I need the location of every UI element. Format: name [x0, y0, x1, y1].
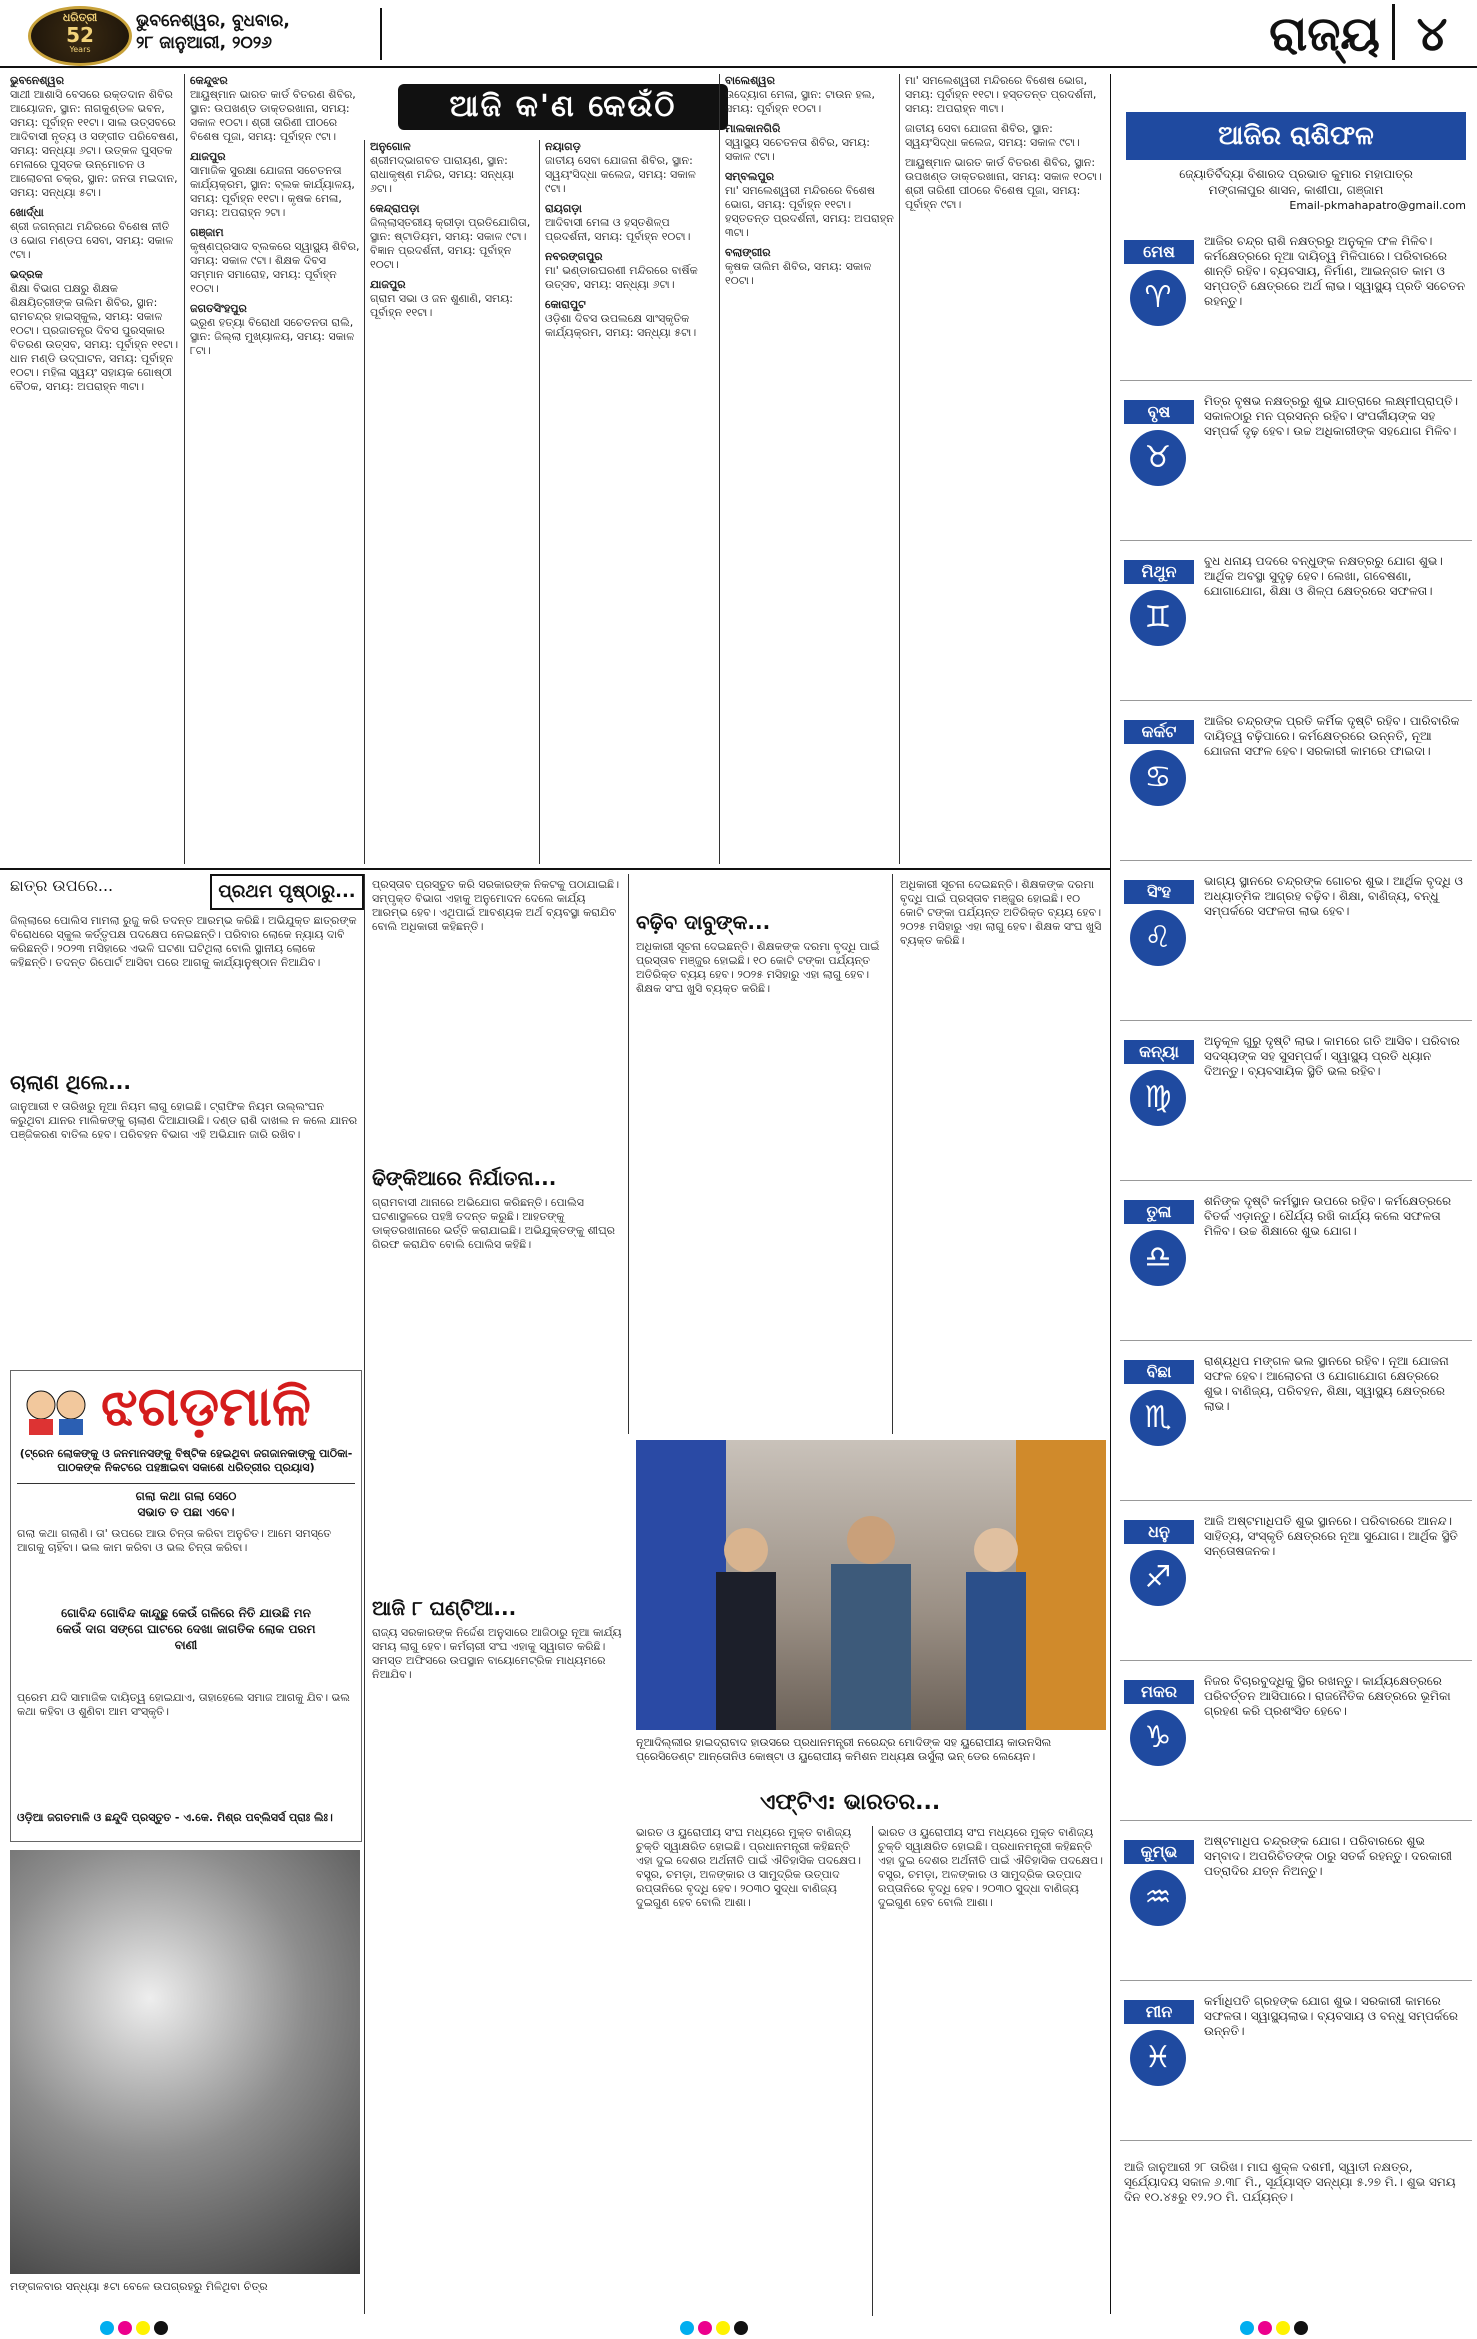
- zodiac-icon: ♐: [1130, 1550, 1186, 1606]
- rashi-entry: [1120, 386, 1472, 541]
- rashi-name: ବିଛା: [1124, 1360, 1194, 1384]
- events-column-3: [370, 140, 535, 864]
- column-divider: [184, 74, 185, 864]
- event-text: ଶିକ୍ଷା ବିଭାଗ ପକ୍ଷରୁ ଶିକ୍ଷକ ଶିକ୍ଷୟିତ୍ରୀଙ୍କ ତାଲିମ ଶିବିର, ସ୍ଥାନ: ରାମଚନ୍ଦ୍ର ହାଇସ୍କୁଲ, ସମୟ: ସକାଳ ୧୦ଟା। ପ୍ରଜାତନ୍ତ୍ର ଦିବସ ପୁରସ୍କାର ବିତରଣ ଉତ୍ସବ, ସମୟ: ପୂର୍ବାହ୍ନ ୧୧ଟା। ଧାନ ମଣ୍ଡି ଉଦ୍‌ଘାଟନ, ସମୟ: ପୂର୍ବାହ୍ନ ୧୦ଟା। ମହିଳା ସ୍ୱୟଂ ସହାୟକ ଗୋଷ୍ଠୀ ବୈଠକ, ସମୟ: ଅପରାହ୍ନ ୩ଟା।: [10, 282, 179, 393]
- zodiac-icon: ♌: [1130, 910, 1186, 966]
- jhagadamali-line-1: ଗଲା କଥା ଗଲା ସେଠେ: [135, 1489, 237, 1503]
- rashi-entry: [1120, 1986, 1472, 2141]
- rashi-text: ଆଜିର ଚନ୍ଦ୍ର ରାଶି ନକ୍ଷତ୍ରରୁ ଅନୁକୂଳ ଫଳ ମିଳିବ। କର୍ମକ୍ଷେତ୍ରରେ ନୂଆ ଦାୟିତ୍ୱ ମିଳିପାରେ। ପରିବାରରେ ଶାନ୍ତି ରହିବ। ବ୍ୟବସାୟ, ନିର୍ମାଣ, ଆଇନ୍‌ଗତ କାମ ଓ ସମ୍ପତ୍ତି କ୍ଷେତ୍ରରେ ଅର୍ଥ ଲାଭ। ସ୍ୱାସ୍ଥ୍ୟ ପ୍ରତି ସଚେତନ ରହନ୍ତୁ।: [1204, 234, 1466, 308]
- event-text: ଜାତୀୟ ସେବା ଯୋଜନା ଶିବିର, ସ୍ଥାନ: ସ୍ୱୟଂସିଦ୍ଧା କଲେଜ, ସମୟ: ସକାଳ ୯ଟା।: [905, 122, 1080, 149]
- event-text: ଓଡ଼ିଶା ଦିବସ ଉପଲକ୍ଷେ ସାଂସ୍କୃତିକ କାର୍ଯ୍ୟକ୍ରମ, ସମୟ: ସନ୍ଧ୍ୟା ୫ଟା।: [545, 312, 697, 339]
- zodiac-icon: ♍: [1130, 1070, 1186, 1126]
- front-page-label: ପ୍ରଥମ ପୃଷ୍ଠାରୁ...: [210, 874, 364, 910]
- event-text: କୃଷକ ତାଲିମ ଶିବିର, ସମୟ: ସକାଳ ୧୦ଟା।: [725, 260, 872, 287]
- rashi-text: ମିତ୍ର ବୃଷଭ ନକ୍ଷତ୍ରରୁ ଶୁଭ ଯାତ୍ରାରେ ଲକ୍ଷ୍ମୀପ୍ରାପ୍ତି। ସକାଳଠାରୁ ମନ ପ୍ରସନ୍ନ ରହିବ। ସଂପର୍କୀୟଙ୍କ ସହ ସମ୍ପର୍କ ଦୃଢ଼ ହେବ। ଉଚ୍ଚ ଅଧିକାରୀଙ୍କ ସହଯୋଗ ମିଳିବ।: [1204, 394, 1459, 438]
- section-divider: [1392, 4, 1395, 60]
- event-text: ଆଦିବାସୀ ମେଳା ଓ ହସ୍ତଶିଳ୍ପ ପ୍ରଦର୍ଶନୀ, ସମୟ: ପୂର୍ବାହ୍ନ ୧୦ଟା।: [545, 216, 691, 243]
- story-body-fta: ଭାରତ ଓ ୟୁରୋପୀୟ ସଂଘ ମଧ୍ୟରେ ମୁକ୍ତ ବାଣିଜ୍ୟ ଚୁକ୍ତି ସ୍ୱାକ୍ଷରିତ ହୋଇଛି। ପ୍ରଧାନମନ୍ତ୍ରୀ କହିଛନ୍ତି ଏହା ଦୁଇ ଦେଶର ଅର୍ଥନୀତି ପାଇଁ ଐତିହାସିକ ପଦକ୍ଷେପ। ବସ୍ତ୍ର, ଚମଡ଼ା, ଅଳଙ୍କାର ଓ ସାମୁଦ୍ରିକ ଉତ୍ପାଦ ରପ୍ତାନିରେ ବୃଦ୍ଧି ହେବ। ୨୦୩୦ ସୁଦ୍ଧା ବାଣିଜ୍ୟ ଦୁଇଗୁଣ ହେବ ବୋଲି ଆଶା।: [636, 1826, 862, 1909]
- rashi-text: କର୍ମାଧିପତି ଗ୍ରହଙ୍କ ଯୋଗ ଶୁଭ। ସରକାରୀ କାମରେ ସଫଳତା। ସ୍ୱାସ୍ଥ୍ୟଲାଭ। ବ୍ୟବସାୟ ଓ ବନ୍ଧୁ ସମ୍ପର୍କରେ ଉନ୍ନତି।: [1204, 1994, 1459, 2038]
- rashifal-list: [1120, 226, 1472, 2086]
- rashifal-header: ଆଜିର ରାଶିଫଳ: [1126, 112, 1466, 160]
- event-text: ଜାତୀୟ ସେବା ଯୋଜନା ଶିବିର, ସ୍ଥାନ: ସ୍ୱୟଂସିଦ୍ଧା କଲେଜ, ସମୟ: ସକାଳ ୯ଟା।: [545, 154, 696, 195]
- event-block: [10, 268, 180, 394]
- rashi-text: ଶନିଙ୍କ ଦୃଷ୍ଟି କର୍ମସ୍ଥାନ ଉପରେ ରହିବ। କର୍ମକ୍ଷେତ୍ରରେ ବିତର୍କ ଏଡ଼ାନ୍ତୁ। ଧୈର୍ଯ୍ୟ ରଖି କାର୍ଯ୍ୟ କଲେ ସଫଳତା ମିଳିବ। ଉଚ୍ଚ ଶିକ୍ଷାରେ ଶୁଭ ଯୋଗ।: [1204, 1194, 1452, 1238]
- event-place: ମାଲକାନଗିରି: [725, 122, 781, 135]
- zodiac-icon: ♉: [1130, 430, 1186, 486]
- column-divider: [628, 874, 629, 1434]
- event-text: ଶ୍ରୀମଦ୍ଭାଗବତ ପାରାୟଣ, ସ୍ଥାନ: ରାଧାକୃଷ୍ଣ ମନ୍ଦିର, ସମୟ: ସନ୍ଧ୍ୟା ୬ଟା।: [370, 154, 515, 195]
- rashi-name: ମିଥୁନ: [1124, 560, 1194, 584]
- logo-text: ଧରିତ୍ରୀ: [62, 11, 98, 24]
- rashi-name: ଧନୁ: [1124, 1520, 1194, 1544]
- event-text: ଆୟୁଷ୍ମାନ ଭାରତ କାର୍ଡ ବିତରଣ ଶିବିର, ସ୍ଥାନ: ଉପଖଣ୍ଡ ଡାକ୍ତରଖାନା, ସମୟ: ସକାଳ ୧୦ଟା। ଶ୍ରୀ ତାରିଣୀ ପୀଠରେ ବିଶେଷ ପୂଜା, ସମୟ: ପୂର୍ବାହ୍ନ ୯ଟା।: [905, 156, 1102, 211]
- section-title: ରାଜ୍ୟ: [1269, 6, 1380, 62]
- story-body-student: ଜିଲ୍ଲାରେ ପୋଲିସ ମାମଲା ରୁଜୁ କରି ତଦନ୍ତ ଆରମ୍ଭ କରିଛି। ଅଭିଯୁକ୍ତ ଛାତ୍ରଙ୍କ ବିରୋଧରେ ସ୍କୁଲ କର୍ତ୍ତୃପକ୍ଷ ପଦକ୍ଷେପ ନେଇଛନ୍ତି। ପରିବାର ଲୋକେ ନ୍ୟାୟ ଦାବି କରିଛନ୍ତି। ୨୦୨୩ ମସିହାରେ ଏଭଳି ଘଟଣା ଘଟିଥିଲା ବୋଲି ସ୍ଥାନୀୟ ଲୋକେ କହିଛନ୍ତି। ତଦନ୍ତ ରିପୋର୍ଟ ଆସିବା ପରେ ଆଗକୁ କାର୍ଯ୍ୟାନୁଷ୍ଠାନ ନିଆଯିବ।: [10, 914, 357, 969]
- event-text: ସାମାଜିକ ସୁରକ୍ଷା ଯୋଜନା ସଚେତନତା କାର୍ଯ୍ୟକ୍ରମ, ସ୍ଥାନ: ବ୍ଲକ କାର୍ଯ୍ୟାଳୟ, ସମୟ: ପୂର୍ବାହ୍ନ ୧୧ଟା। କୃଷକ ମେଳା, ସମୟ: ଅପରାହ୍ନ ୨ଟା।: [190, 164, 355, 219]
- rashi-name: କର୍କଟ: [1124, 720, 1194, 744]
- story-title-student: ଛାତ୍ର ଉପରେ...: [10, 876, 114, 895]
- event-text: ଜିଲ୍ଲାସ୍ତରୀୟ କ୍ରୀଡ଼ା ପ୍ରତିଯୋଗିତା, ସ୍ଥାନ: ଷ୍ଟାଡିୟମ, ସମୟ: ସକାଳ ୯ଟା। ବିଜ୍ଞାନ ପ୍ରଦର୍ଶନୀ, ସମୟ: ପୂର୍ବାହ୍ନ ୧୦ଟା।: [370, 216, 531, 271]
- logo-years-number: 52: [66, 23, 94, 47]
- event-block: [545, 298, 715, 340]
- event-text: ଉଦ୍ୟୋଗ ମେଳା, ସ୍ଥାନ: ଟାଉନ ହଲ, ସମୟ: ପୂର୍ବାହ୍ନ ୧୦ଟା।: [725, 88, 875, 115]
- event-block: [10, 206, 180, 262]
- weather-caption: ମଙ୍ଗଳବାର ସନ୍ଧ୍ୟା ୫ଟା ବେଳେ ଉପଗ୍ରହରୁ ମିଳିଥିବା ଚିତ୍ର: [10, 2280, 268, 2293]
- rashi-name: ତୁଳା: [1124, 1200, 1194, 1224]
- jhagadamali-title: ଝଗଡ଼ମାଳି: [101, 1375, 311, 1438]
- event-block: [370, 140, 535, 196]
- event-place: ଯାଜପୁର: [190, 150, 226, 163]
- event-place: ଭୁବନେଶ୍ୱର: [10, 74, 65, 87]
- zodiac-icon: ♊: [1130, 590, 1186, 646]
- registration-marks-right: [1240, 2320, 1312, 2339]
- column-divider: [872, 1826, 873, 2316]
- zodiac-icon: ♈: [1130, 270, 1186, 326]
- rashi-entry: [1120, 226, 1472, 381]
- column-divider: [719, 74, 720, 864]
- rashi-name: ବୃଷ: [1124, 400, 1194, 424]
- news-photo: [636, 1440, 1106, 1730]
- story-title-challan: ଚାଲାଣ ଥିଲେ...: [10, 1070, 131, 1094]
- column-divider: [1110, 74, 1111, 2314]
- event-block: [725, 170, 895, 240]
- jhagadamali-credit: ଓଡ଼ିଆ ଜଗତମାଳି ଓ ଛନ୍ଦୁଦି ପ୍ରସ୍ତୁତ - ଏ.କେ. ମିଶ୍ର ପବ୍ଲିସର୍ସ ପ୍ରାଃ ଲିଃ।: [17, 1811, 333, 1824]
- story-body-today: ରାଜ୍ୟ ସରକାରଙ୍କ ନିର୍ଦ୍ଦେଶ ଅନୁସାରେ ଆଜିଠାରୁ ନୂଆ କାର୍ଯ୍ୟ ସମୟ ଲାଗୁ ହେବ। କର୍ମଚାରୀ ସଂଘ ଏହାକୁ ସ୍ୱାଗତ କରିଛି। ସମସ୍ତ ଅଫିସରେ ଉପସ୍ଥାନ ବାୟୋମେଟ୍ରିକ ମାଧ୍ୟମରେ ନିଆଯିବ।: [372, 1626, 622, 1681]
- rashi-text: ଅଷ୍ଟମାଧିପ ଚନ୍ଦ୍ରଙ୍କ ଯୋଗ। ପରିବାରରେ ଶୁଭ ସମ୍ବାଦ। ଅପରିଚିତଙ୍କ ଠାରୁ ସତର୍କ ରହନ୍ତୁ। ଦରକାରୀ ପତ୍ରାଦିର ଯତ୍ନ ନିଅନ୍ତୁ।: [1204, 1834, 1452, 1878]
- rashi-name: ମେଷ: [1124, 240, 1194, 264]
- event-block: [190, 302, 360, 358]
- zodiac-icon: ♑: [1130, 1710, 1186, 1766]
- event-place: ରାୟଗଡ଼ା: [545, 202, 582, 215]
- event-block: [190, 226, 360, 296]
- cartoon-icon: [21, 1381, 91, 1437]
- zodiac-icon: ♋: [1130, 750, 1186, 806]
- rashi-entry: [1120, 1826, 1472, 1981]
- rashi-name: କୁମ୍ଭ: [1124, 1840, 1194, 1864]
- event-text: ସ୍ୱାସ୍ଥ୍ୟ ସଚେତନତା ଶିବିର, ସମୟ: ସକାଳ ୯ଟା।: [725, 136, 870, 163]
- logo-years-label: Years: [69, 45, 91, 54]
- jhagadamali-body: ଗଲା କଥା ଗଲାଣି। ତା' ଉପରେ ଆଉ ଚିନ୍ତା କରିବା ଅନୁଚିତ। ଆମେ ସମସ୍ତେ ଆଗକୁ ଚାହିଁବା। ଭଲ କାମ କରିବା ଓ ଭଲ ଚିନ୍ତା କରିବା।: [17, 1527, 332, 1554]
- rashi-text: ଆଜି ଅଷ୍ଟମାଧିପତି ଶୁଭ ସ୍ଥାନରେ। ପରିବାରରେ ଆନନ୍ଦ। ସାହିତ୍ୟ, ସଂସ୍କୃତି କ୍ଷେତ୍ରରେ ନୂଆ ସୁଯୋଗ। ଆର୍ଥିକ ସ୍ଥିତି ସନ୍ତୋଷଜନକ।: [1204, 1514, 1458, 1558]
- jhagadamali-rule: [17, 1483, 355, 1484]
- rashi-text: ଅନୁକୂଳ ଗୁରୁ ଦୃଷ୍ଟି ଲାଭ। କାମରେ ଗତି ଆସିବ। ପରିବାର ସଦସ୍ୟଙ୍କ ସହ ସୁସମ୍ପର୍କ। ସ୍ୱାସ୍ଥ୍ୟ ପ୍ରତି ଧ୍ୟାନ ଦିଅନ୍ତୁ। ବ୍ୟବସାୟିକ ସ୍ଥିତି ଭଲ ରହିବ।: [1204, 1034, 1460, 1078]
- rashi-entry: [1120, 1506, 1472, 1661]
- rashi-text: ବୁଧ ଧନାୟ ପଦରେ ବନ୍ଧୁଙ୍କ ନକ୍ଷତ୍ରରୁ ଯୋଗ ଶୁଭ। ଆର୍ଥିକ ଅବସ୍ଥା ସୁଦୃଢ଼ ହେବ। ଲେଖା, ଗବେଷଣା, ଯୋଗାଯୋଗ, ଶିକ୍ଷା ଓ ଶିଳ୍ପ କ୍ଷେତ୍ରରେ ସଫଳତା।: [1204, 554, 1443, 598]
- event-text: ମା' ଭଣ୍ଡାରଘରଣୀ ମନ୍ଦିରରେ ବାର୍ଷିକ ଉତ୍ସବ, ସମୟ: ସନ୍ଧ୍ୟା ୬ଟା।: [545, 264, 698, 291]
- story-title-dhinka: ଢିଙ୍କିଆରେ ନିର୍ଯାତନା...: [372, 1166, 557, 1190]
- story-body-front: ପ୍ରସ୍ତାବ ପ୍ରସ୍ତୁତ କରି ସରକାରଙ୍କ ନିକଟକୁ ପଠାଯାଇଛି। ସମ୍ପୃକ୍ତ ବିଭାଗ ଏହାକୁ ଅନୁମୋଦନ ଦେଲେ କାର୍ଯ୍ୟ ଆରମ୍ଭ ହେବ। ଏଥିପାଇଁ ଆବଶ୍ୟକ ଅର୍ଥ ବ୍ୟବସ୍ଥା କରାଯିବ ବୋଲି ଅଧିକାରୀ କହିଛନ୍ତି।: [372, 878, 620, 933]
- event-text: ଶ୍ରୀ ଜଗନ୍ନାଥ ମନ୍ଦିରରେ ବିଶେଷ ନୀତି ଓ ଭୋଗ ମଣ୍ଡପ ସେବା, ସମୟ: ସକାଳ ୯ଟା।: [10, 220, 174, 261]
- event-place: କୋରାପୁଟ: [545, 298, 586, 311]
- events-column-4: [545, 140, 715, 864]
- rashi-name: କନ୍ୟା: [1124, 1040, 1194, 1064]
- dateline-place: ଭୁବନେଶ୍ୱର, ବୁଧବାର,: [136, 11, 290, 31]
- event-place: ଭଦ୍ରକ: [10, 268, 43, 281]
- event-place: ସମ୍ବଲପୁର: [725, 170, 775, 183]
- events-column-1: [10, 74, 180, 864]
- rashifal-byline: [1126, 166, 1466, 214]
- event-place: ବାଲେଶ୍ୱର: [725, 74, 775, 87]
- event-place: ଖୋର୍ଦ୍ଧା: [10, 206, 44, 219]
- rashi-text: ଭାଗ୍ୟ ସ୍ଥାନରେ ଚନ୍ଦ୍ରଙ୍କ ଗୋଚର ଶୁଭ। ଆର୍ଥିକ ବୃଦ୍ଧି ଓ ଅଧ୍ୟାତ୍ମିକ ଆଗ୍ରହ ବଢ଼ିବ। ଶିକ୍ଷା, ବାଣିଜ୍ୟ, ବନ୍ଧୁ ସମ୍ପର୍କରେ ସଫଳତା ଲାଭ ହେବ।: [1204, 874, 1463, 918]
- story-title-fta: ଏଫ୍‌ଟିଏ: ଭାରତର...: [760, 1790, 941, 1815]
- story-body-salary-cont: ଅଧିକାରୀ ସୂଚନା ଦେଇଛନ୍ତି। ଶିକ୍ଷକଙ୍କ ଦରମା ବୃଦ୍ଧି ପାଇଁ ପ୍ରସ୍ତାବ ମଞ୍ଜୁର ହୋଇଛି। ୧୦ କୋଟି ଟଙ୍କା ପର୍ଯ୍ୟନ୍ତ ଅତିରିକ୍ତ ବ୍ୟୟ ହେବ। ୨୦୨୫ ମସିହାରୁ ଏହା ଲାଗୁ ହେବ। ଶିକ୍ଷକ ସଂଘ ଖୁସି ବ୍ୟକ୍ତ କରିଛି।: [900, 878, 1102, 947]
- event-block: [545, 202, 715, 244]
- event-place: ବଲାଙ୍ଗୀର: [725, 246, 771, 259]
- events-banner: ଆଜି କ'ଣ କେଉଁଠି: [398, 84, 728, 130]
- registration-marks-center: [680, 2320, 752, 2339]
- logo-badge: [28, 6, 132, 66]
- astrologer-address: ମଙ୍ଗଳାପୁର ଶାସନ, କାଶୀପା, ଗଞ୍ଜାମ: [1208, 183, 1384, 197]
- dateline: [136, 10, 376, 54]
- jhagadamali-line-2: ସଭାତ ତ ପଛା ଏବେ।: [137, 1505, 235, 1519]
- rashi-text: ରାଶ୍ୟଧିପ ମଙ୍ଗଳ ଭଲ ସ୍ଥାନରେ ରହିବ। ନୂଆ ଯୋଜନା ସଫଳ ହେବ। ଆଲୋଚନା ଓ ଯୋଗାଯୋଗ କ୍ଷେତ୍ରରେ ଶୁଭ। ବାଣିଜ୍ୟ, ପରିବହନ, ଶିକ୍ଷା, ସ୍ୱାସ୍ଥ୍ୟ କ୍ଷେତ୍ରରେ ଲାଭ।: [1204, 1354, 1449, 1413]
- event-text: ଆୟୁଷ୍ମାନ ଭାରତ କାର୍ଡ ବିତରଣ ଶିବିର, ସ୍ଥାନ: ଉପଖଣ୍ଡ ଡାକ୍ତରଖାନା, ସମୟ: ସକାଳ ୧୦ଟା। ଶ୍ରୀ ତାରିଣୀ ପୀଠରେ ବିଶେଷ ପୂଜା, ସମୟ: ପୂର୍ବାହ୍ନ ୯ଟା।: [190, 88, 356, 143]
- column-divider: [364, 874, 365, 2314]
- story-title-salary: ବଢ଼ିବ ଦାବୁଙ୍କ...: [636, 910, 771, 934]
- page-number: ୪: [1416, 6, 1448, 62]
- event-block: [545, 250, 715, 292]
- rashi-entry: [1120, 1666, 1472, 1821]
- events-column-2: [190, 74, 360, 864]
- story-body-challan: ଜାନୁଆରୀ ୧ ତାରିଖରୁ ନୂଆ ନିୟମ ଲାଗୁ ହୋଇଛି। ଟ୍ରାଫିକ ନିୟମ ଉଲ୍ଲଂଘନ କରୁଥିବା ଯାନର ମାଲିକଙ୍କୁ ଚାଲାଣ ଦିଆଯାଉଛି। ଦଣ୍ଡ ରାଶି ଦାଖଲ ନ କଲେ ଯାନର ପଞ୍ଜିକରଣ ବାତିଲ ହେବ। ପରିବହନ ବିଭାଗ ଏହି ଅଭିଯାନ ଜାରି ରଖିବ।: [10, 1100, 358, 1141]
- rashi-entry: [1120, 706, 1472, 861]
- rashi-entry: [1120, 1026, 1472, 1181]
- story-body-salary: ଅଧିକାରୀ ସୂଚନା ଦେଇଛନ୍ତି। ଶିକ୍ଷକଙ୍କ ଦରମା ବୃଦ୍ଧି ପାଇଁ ପ୍ରସ୍ତାବ ମଞ୍ଜୁର ହୋଇଛି। ୧୦ କୋଟି ଟଙ୍କା ପର୍ଯ୍ୟନ୍ତ ଅତିରିକ୍ତ ବ୍ୟୟ ହେବ। ୨୦୨୫ ମସିହାରୁ ଏହା ଲାଗୁ ହେବ। ଶିକ୍ଷକ ସଂଘ ଖୁସି ବ୍ୟକ୍ତ କରିଛି।: [636, 940, 880, 995]
- event-place: କେନ୍ଦୁଝର: [190, 74, 228, 87]
- events-column-6: [905, 74, 1105, 864]
- rashi-entry: [1120, 546, 1472, 701]
- masthead-divider: [380, 8, 382, 60]
- event-block: [725, 74, 895, 116]
- rashi-entry: [1120, 1346, 1472, 1501]
- event-place: ଯାଜପୁର: [370, 278, 406, 291]
- zodiac-icon: ♓: [1130, 2030, 1186, 2086]
- rashi-entry: [1120, 1186, 1472, 1341]
- jhagadamali-verse: ଗୋବିନ୍ଦ ଗୋବିନ୍ଦ କାନ୍ଦୁଛୁ କେଉଁ ଗଳିରେ ନିତି ଯାଉଛି ମନ କେଉଁ ଦାଗ ସଙ୍ଗେ ଘାଟରେ ଦେଖା ଜାଗତିକ ଲୋକ ପରମ ବାଣୀ: [56, 1606, 316, 1652]
- rashi-name: ସିଂହ: [1124, 880, 1194, 904]
- photo-caption: ନୂଆଦିଲ୍ଲୀର ହାଇଦ୍ରାବାଦ ହାଉସରେ ପ୍ରଧାନମନ୍ତ୍ରୀ ନରେନ୍ଦ୍ର ମୋଦିଙ୍କ ସହ ୟୁରୋପୀୟ କାଉନସିଲ ପ୍ରେସିଡେଣ୍ଟ ଆନ୍ତୋନିଓ କୋଷ୍ଟା ଓ ୟୁରୋପୀୟ କମିଶନ ଅଧ୍ୟକ୍ଷ ଉର୍ସୁଲା ଭନ୍ ଡେର ଲେୟେନ।: [636, 1736, 1052, 1763]
- column-divider: [539, 140, 540, 864]
- event-place: ଜଗତସିଂହପୁର: [190, 302, 247, 315]
- rashi-name: ମକର: [1124, 1680, 1194, 1704]
- story-body-dhinka: ଗ୍ରାମବାସୀ ଥାନାରେ ଅଭିଯୋଗ କରିଛନ୍ତି। ପୋଲିସ ଘଟଣାସ୍ଥଳରେ ପହଞ୍ଚି ତଦନ୍ତ କରୁଛି। ଆହତଙ୍କୁ ଡାକ୍ତରଖାନାରେ ଭର୍ତ୍ତି କରାଯାଇଛି। ଅଭିଯୁକ୍ତଙ୍କୁ ଶୀଘ୍ର ଗିରଫ କରାଯିବ ବୋଲି ପୋଲିସ କହିଛି।: [372, 1196, 615, 1251]
- jhagadamali-body-2: ପ୍ରେମ ଯଦି ସାମାଜିକ ଦାୟିତ୍ୱ ହୋଇଯାଏ, ତାହାହେଲେ ସମାଜ ଆଗକୁ ଯିବ। ଭଲ କଥା କହିବା ଓ ଶୁଣିବା ଆମ ସଂସ୍କୃତି।: [17, 1691, 350, 1718]
- astrologer-name: ଜ୍ୟୋତିର୍ବିଦ୍ୟା ବିଶାରଦ ପ୍ରଭାତ କୁମାର ମହାପାତ୍ର: [1179, 167, 1413, 181]
- column-divider: [364, 140, 365, 864]
- dateline-date: ୨୮ ଜାନୁଆରୀ, ୨୦୨୬: [136, 33, 272, 53]
- event-text: କୃଷ୍ଣପ୍ରସାଦ ବ୍ଲକରେ ସ୍ୱାସ୍ଥ୍ୟ ଶିବିର, ସମୟ: ସକାଳ ୯ଟା। ଶିକ୍ଷକ ଦିବସ ସମ୍ମାନ ସମାରୋହ, ସମୟ: ପୂର୍ବାହ୍ନ ୧୦ଟା।: [190, 240, 360, 295]
- rashi-text: ନିଜର ବିଚାରବୁଦ୍ଧିକୁ ସ୍ଥିର ରଖନ୍ତୁ। କାର୍ଯ୍ୟକ୍ଷେତ୍ରରେ ପରିବର୍ତ୍ତନ ଆସିପାରେ। ରାଜନୈତିକ କ୍ଷେତ୍ରରେ ଭୂମିକା ଗ୍ରହଣ କରି ପ୍ରଶଂସିତ ହେବେ।: [1204, 1674, 1451, 1718]
- registration-marks-left: [100, 2320, 172, 2339]
- event-block: [370, 202, 535, 272]
- event-block: [725, 122, 895, 164]
- event-place: କେନ୍ଦ୍ରାପଡ଼ା: [370, 202, 420, 215]
- zodiac-icon: ♏: [1130, 1390, 1186, 1446]
- masthead-rule: [0, 66, 1477, 68]
- event-block: [190, 150, 360, 220]
- event-block: [190, 74, 360, 144]
- rashi-text: ଆଜିର ଚନ୍ଦ୍ରଙ୍କ ପ୍ରତି କର୍ମିକ ଦୃଷ୍ଟି ରହିବ। ପାରିବାରିକ ଦାୟିତ୍ୱ ବଢ଼ିପାରେ। କର୍ମକ୍ଷେତ୍ରରେ ଉନ୍ନତି, ନୂଆ ଯୋଜନା ସଫଳ ହେବ। ସରକାରୀ କାମରେ ଫାଇଦା।: [1204, 714, 1460, 758]
- events-column-5: [725, 74, 895, 864]
- story-title-today: ଆଜି ୮ ଘଣ୍ଟିଆ...: [372, 1596, 517, 1620]
- event-block: [10, 74, 180, 200]
- photo-figures: [636, 1440, 1106, 1730]
- rashi-name: ମୀନ: [1124, 2000, 1194, 2024]
- zodiac-icon: ♒: [1130, 1870, 1186, 1926]
- event-place: ଅନୁଗୋଳ: [370, 140, 411, 153]
- event-text: ଭ୍ରୂଣ ହତ୍ୟା ବିରୋଧୀ ସଚେତନତା ରାଲି, ସ୍ଥାନ: ଜିଲ୍ଲା ମୁଖ୍ୟାଳୟ, ସମୟ: ସକାଳ ୮ଟା।: [190, 316, 355, 357]
- event-text: ମା' ସମଲେଶ୍ୱରୀ ମନ୍ଦିରରେ ବିଶେଷ ଭୋଗ, ସମୟ: ପୂର୍ବାହ୍ନ ୧୧ଟା। ହସ୍ତତନ୍ତ ପ୍ରଦର୍ଶନୀ, ସମୟ: ଅପରାହ୍ନ ୩ଟା।: [725, 184, 894, 239]
- weather-satellite-image: [10, 1850, 360, 2274]
- rashi-entry: [1120, 866, 1472, 1021]
- event-place: ଗଞ୍ଜାମ: [190, 226, 224, 239]
- zodiac-icon: ♎: [1130, 1230, 1186, 1286]
- event-text: ଗ୍ରାମ ସଭା ଓ ଜନ ଶୁଣାଣି, ସମୟ: ପୂର୍ବାହ୍ନ ୧୧ଟା।: [370, 292, 514, 319]
- rashifal-footer: ଆଜି ଜାନୁଆରୀ ୨୮ ତାରିଖ। ମାଘ ଶୁକ୍ଳ ଦଶମୀ, ସ୍ୱାତୀ ନକ୍ଷତ୍ର, ସୂର୍ଯ୍ୟୋଦୟ ସକାଳ ୬.୩୮ ମି., ସୂର୍ଯ୍ୟାସ୍ତ ସନ୍ଧ୍ୟା ୫.୨୭ ମି.। ଶୁଭ ସମୟ ଦିନ ୧୦.୪୫ରୁ ୧୨.୨୦ ମି. ପର୍ଯ୍ୟନ୍ତ।: [1124, 2160, 1456, 2204]
- event-block: [545, 140, 715, 196]
- events-bottom-rule: [0, 868, 1110, 870]
- story-body-fta-cont: ଭାରତ ଓ ୟୁରୋପୀୟ ସଂଘ ମଧ୍ୟରେ ମୁକ୍ତ ବାଣିଜ୍ୟ ଚୁକ୍ତି ସ୍ୱାକ୍ଷରିତ ହୋଇଛି। ପ୍ରଧାନମନ୍ତ୍ରୀ କହିଛନ୍ତି ଏହା ଦୁଇ ଦେଶର ଅର୍ଥନୀତି ପାଇଁ ଐତିହାସିକ ପଦକ୍ଷେପ। ବସ୍ତ୍ର, ଚମଡ଼ା, ଅଳଙ୍କାର ଓ ସାମୁଦ୍ରିକ ଉତ୍ପାଦ ରପ୍ତାନିରେ ବୃଦ୍ଧି ହେବ। ୨୦୩୦ ସୁଦ୍ଧା ବାଣିଜ୍ୟ ଦୁଇଗୁଣ ହେବ ବୋଲି ଆଶା।: [878, 1826, 1104, 1909]
- event-block: [725, 246, 895, 288]
- column-divider: [892, 874, 893, 1434]
- jhagadamali-box: [10, 1370, 362, 1842]
- event-place: ନୟାଗଡ଼: [545, 140, 581, 153]
- astrologer-email: Email-pkmahapatro@gmail.com: [1289, 199, 1466, 212]
- column-divider: [899, 74, 900, 864]
- event-block: [370, 278, 535, 320]
- event-text: ସାଥୀ ଆଶାସି ବେସରେ ରକ୍ତଦାନ ଶିବିର ଆୟୋଜନ, ସ୍ଥାନ: ନାଗକୁଣ୍ଡଳ ଭବନ, ସମୟ: ପୂର୍ବାହ୍ନ ୧୧ଟା। ସାଲ ଉତ୍ସବରେ ଆଦିବାସୀ ନୃତ୍ୟ ଓ ସଙ୍ଗୀତ ପରିବେଷଣ, ସମୟ: ସନ୍ଧ୍ୟା ୬ଟା। ଉତ୍କଳ ପୁସ୍ତକ ମେଳାରେ ପୁସ୍ତକ ଉନ୍ମୋଚନ ଓ ଆଲୋଚନା ଚକ୍ର, ସ୍ଥାନ: ଜନତା ମଇଦାନ, ସମୟ: ସନ୍ଧ୍ୟା ୫ଟା।: [10, 88, 179, 199]
- event-text: ମା' ସମଲେଶ୍ୱରୀ ମନ୍ଦିରରେ ବିଶେଷ ଭୋଗ, ସମୟ: ପୂର୍ବାହ୍ନ ୧୧ଟା। ହସ୍ତତନ୍ତ ପ୍ରଦର୍ଶନୀ, ସମୟ: ଅପରାହ୍ନ ୩ଟା।: [905, 74, 1097, 115]
- jhagadamali-subtitle: (ଟ୍ରେନ ଲୋକଙ୍କୁ ଓ ଜନମାନସଙ୍କୁ ବିଷ୍ଟିକ ହେଇଥିବା ଜଗଜାନକାଙ୍କୁ ପାଠିକା-ପାଠକଙ୍କ ନିକଟରେ ପହଞ୍ଚାଇବା ସକାଶେ ଧରିତ୍ରୀର ପ୍ରୟାସ): [19, 1447, 353, 1474]
- event-place: ନବରଙ୍ଗପୁର: [545, 250, 603, 263]
